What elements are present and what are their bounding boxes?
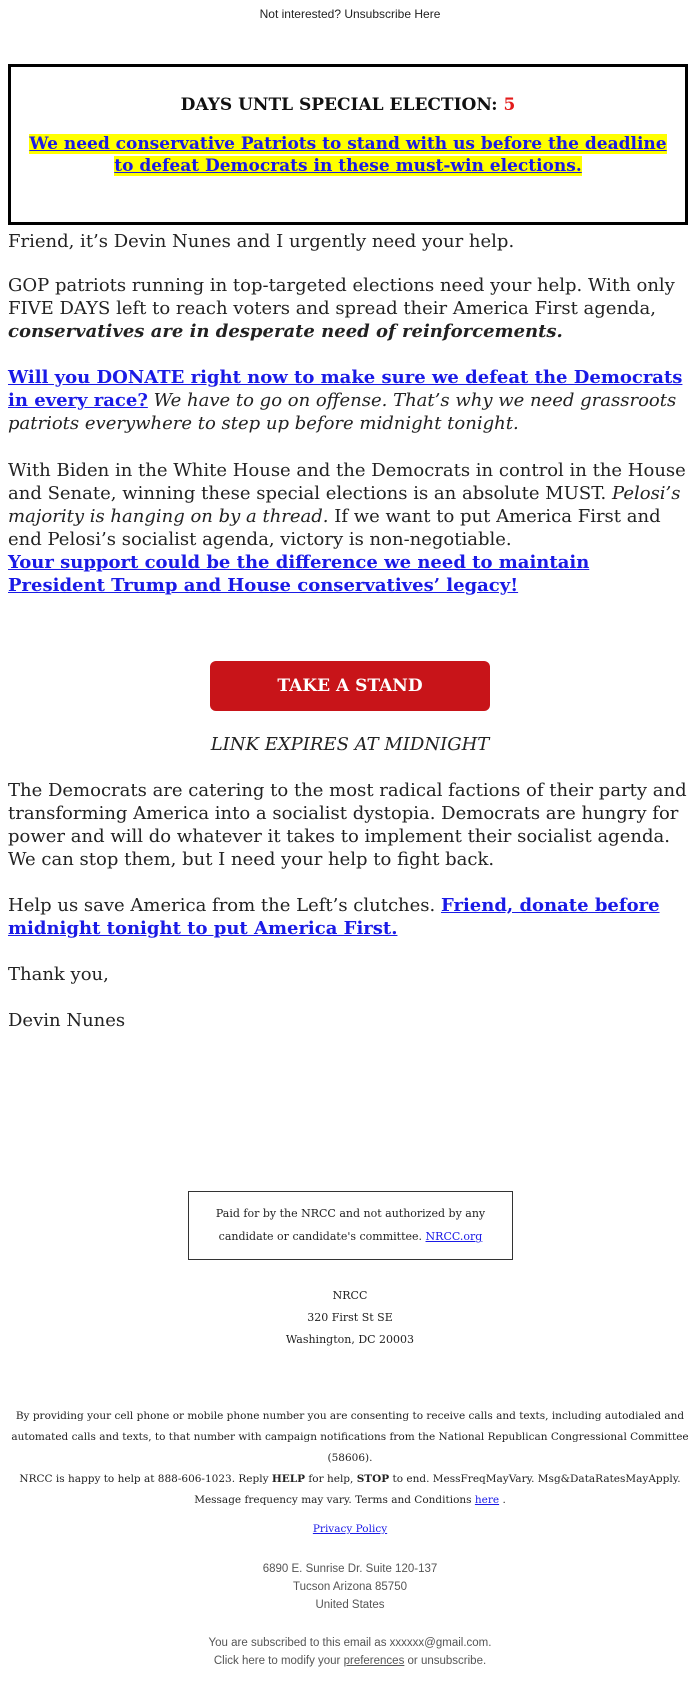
urgent-link-line2: to defeat Democrats in these must-win elections.: [114, 156, 582, 176]
mail-line2: Tucson Arizona 85750: [292, 1581, 407, 1593]
help-keyword: HELP: [271, 1473, 306, 1485]
privacy-policy-link[interactable]: Privacy Policy: [312, 1523, 388, 1535]
org-address: [0, 1285, 700, 1351]
org-city: Washington, DC 20003: [285, 1333, 415, 1346]
subscribed-email: xxxxxx@gmail.com.: [389, 1637, 492, 1649]
signature-text: Devin Nunes: [8, 1010, 126, 1031]
p4-text2: If we want to put America First and end Pelosi’s socialist agenda, victory is non-negotiable.: [8, 506, 661, 550]
link-expires-text: LINK EXPIRES AT MIDNIGHT: [210, 734, 490, 755]
paragraph-gop-patriots: [8, 274, 688, 343]
p6-text: The Democrats are catering to the most radical factions of their party and transforming America into a socialist dystopia. Democrats are hungry for power and will do whatever it takes to implement their socialist agenda. We can stop them, but I need your help to fight back.: [8, 780, 687, 870]
help-end: .: [502, 1494, 506, 1506]
unsubscribe-link[interactable]: Not interested? Unsubscribe Here: [259, 7, 441, 21]
p3-italic: We have to go on offense. That’s why we need grassroots patriots everywhere to step up before midnight tonight.: [8, 390, 677, 434]
modify-text: Click here to modify your: [213, 1655, 341, 1667]
org-street: 320 First St SE: [307, 1311, 393, 1324]
greeting-paragraph: [8, 230, 688, 253]
donate-midnight-link[interactable]: Friend, donate before midnight tonight to put America First.: [8, 895, 660, 939]
election-countdown-box: [8, 64, 688, 225]
mailing-address: [0, 1560, 700, 1614]
signoff-text: Thank you,: [8, 964, 109, 985]
urgent-link-line1: We need conservative Patriots to stand with us before the deadline: [29, 134, 667, 154]
mail-line1: 6890 E. Sunrise Dr. Suite 120-137: [262, 1563, 438, 1575]
p2-text: GOP patriots running in top-targeted elections need your help. With only FIVE DAYS left to reach voters and spread their America First agenda,: [8, 275, 675, 319]
help-text1: NRCC is happy to help at 888-606-1023. Reply: [19, 1473, 269, 1485]
paragraph-democrats: [8, 779, 688, 871]
paid-for-disclaimer: [188, 1191, 513, 1260]
sms-help-text: [8, 1469, 692, 1511]
paid-for-text: Paid for by the NRCC and not authorized by any candidate or candidate's committee.: [215, 1207, 486, 1243]
stop-keyword: STOP: [356, 1473, 390, 1485]
take-a-stand-button[interactable]: TAKE A STAND: [210, 661, 490, 711]
paragraph-donate: [8, 366, 688, 435]
org-name: NRCC: [332, 1289, 368, 1302]
signoff: [8, 963, 688, 986]
donate-now-link[interactable]: Will you DONATE right now to make sure we defeat the Democrats in every race?: [8, 367, 683, 411]
signature: [8, 1009, 688, 1032]
help-text2: for help,: [308, 1473, 354, 1485]
subscription-info: [0, 1634, 700, 1670]
paragraph-save-america: [8, 894, 688, 940]
days-value: 5: [503, 95, 516, 115]
mail-line3: United States: [315, 1599, 385, 1611]
p4-italic: Pelosi’s majority is hanging on by a thread.: [8, 483, 681, 527]
privacy-policy-row: [0, 1523, 700, 1535]
unsubscribe-text[interactable]: or unsubscribe.: [407, 1655, 487, 1667]
preferences-link[interactable]: preferences: [343, 1655, 405, 1667]
urgent-donate-link[interactable]: [29, 133, 666, 177]
paragraph-support: [8, 551, 688, 597]
subscribed-text: You are subscribed to this email as: [208, 1637, 387, 1649]
p4-text1: With Biden in the White House and the Democrats in control in the House and Senate, winning these special elections is an absolute MUST.: [8, 460, 686, 504]
help-text3: to end. MessFreqMayVary. Msg&DataRatesMayApply. Message frequency may vary. Terms and Conditions: [194, 1473, 681, 1506]
support-link[interactable]: Your support could be the difference we need to maintain President Trump and House conservatives’ legacy!: [8, 552, 590, 596]
days-label: DAYS UNTL SPECIAL ELECTION:: [180, 95, 498, 115]
p2-emphasis: conservatives are in desperate need of reinforcements.: [8, 321, 563, 342]
p7-text: Help us save America from the Left’s clutches.: [8, 895, 436, 916]
terms-here-link[interactable]: here: [474, 1494, 500, 1506]
paragraph-biden: [8, 459, 688, 551]
greeting-text: Friend, it’s Devin Nunes and I urgently need your help.: [8, 231, 515, 252]
nrcc-org-link[interactable]: NRCC.org: [425, 1230, 483, 1243]
days-until-election: [11, 95, 685, 115]
sms-consent-text: By providing your cell phone or mobile phone number you are consenting to receive calls and texts, including autodialed and automated calls and texts, to that number with campaign notifications from the National Republican Congressional Committee (58606).: [11, 1410, 689, 1464]
